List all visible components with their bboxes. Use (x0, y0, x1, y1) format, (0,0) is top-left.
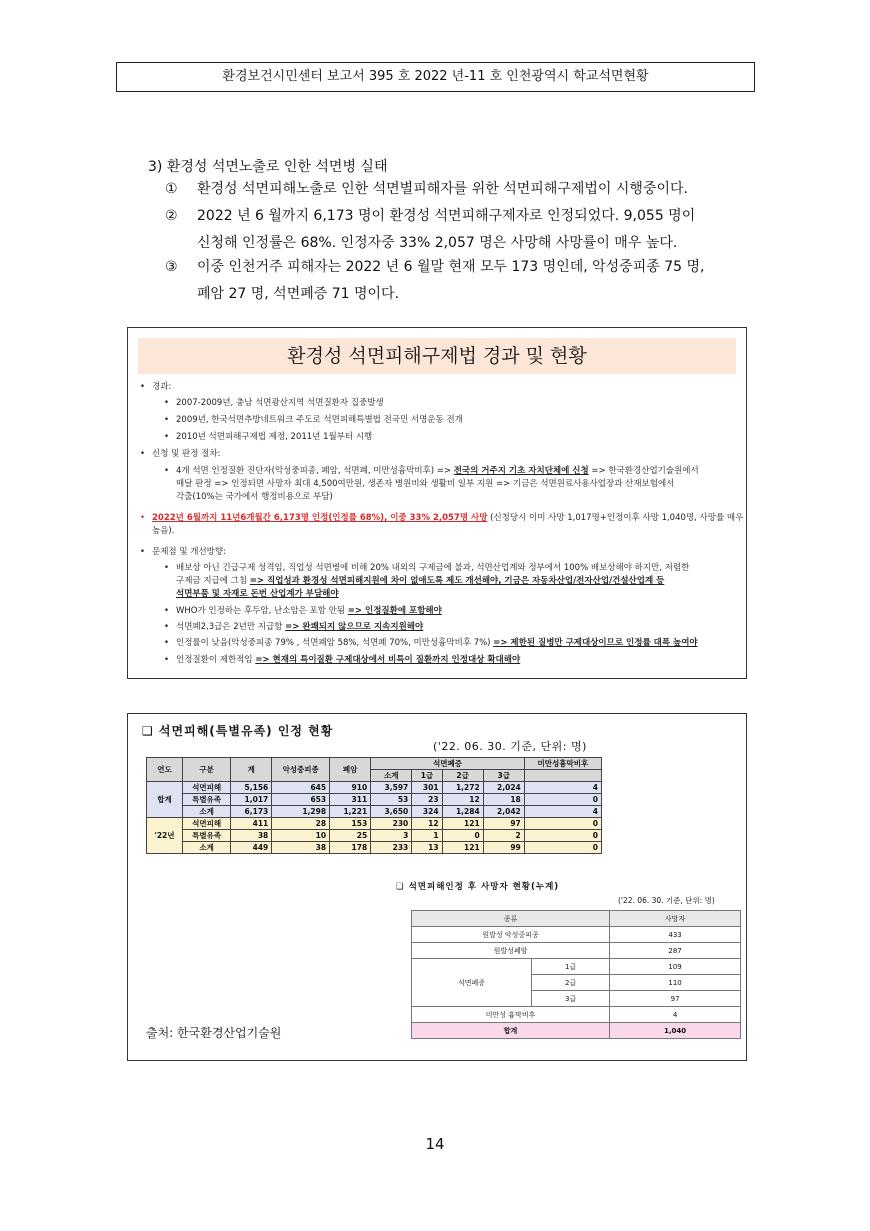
col-header: 2급 (442, 770, 483, 782)
item-number: ③ (165, 259, 178, 275)
deaths-table (411, 910, 741, 1039)
col-header: 3급 (483, 770, 524, 782)
sub-bullet-cont: 각출(10%는 국가에서 행정비용으로 부담) (176, 492, 333, 502)
table2-title: ❑ 석면피해인정 후 사망자 현황(누계) (396, 882, 560, 892)
table-row: 소계 449 38 178 233 13 121 99 0 (147, 842, 602, 854)
sub-bullet: • WHO가 인정하는 후두암, 난소암은 포함 안됨 => 인정질환에 포함해야 (164, 606, 442, 616)
table-row: 합계 석면피해 5,156 645 910 3,597 301 1,272 2,024 4 (147, 782, 602, 794)
sub-bullet: • 4개 석면 인정질환 진단자(악성중피종, 폐암, 석면폐, 미만성흉막비후) => 전국의 거주지 기초 자치단체에 신청 => 한국환경산업기술원에서 (164, 466, 699, 476)
table-row: '22년 석면피해 411 28 153 230 12 121 97 0 (147, 818, 602, 830)
bullet-status: • 2022년 6월까지 11년6개월간 6,173명 인정(인정률 68%), 이중 33% 2,057명 사망 (신청당시 이미 사망 1,017명+인정이후 사망 1,040명, 사망률 매우 (140, 513, 744, 523)
col-header: 미만성흉막비후 (524, 758, 601, 770)
report-header: 환경보건시민센터 보고서 395 호 2022 년-11 호 인천광역시 학교석면현황 (116, 62, 755, 92)
sub-bullet: • 인정질환이 제한적임 => 현재의 특이질환 구제대상에서 비특이 질환까지 인정대상 확대해야 (164, 655, 521, 665)
table-row: 2급 110 (412, 975, 741, 991)
table1-note: ('22. 06. 30. 기준, 단위: 명) (433, 740, 587, 753)
list-item: ② 2022 년 6 월까지 6,173 명이 환경성 석면피해구제자로 인정되었다. 9,055 명이 신청해 인정률은 68%. 인정자중 33% 2,057 명은 사망해 사망률이 매우 높다. (165, 203, 695, 257)
col-header: 소계 (371, 770, 412, 782)
table-row: 원발성 악성중피종 433 (412, 927, 741, 943)
sub-bullet: • 2009년, 한국석면추방네트워크 주도로 석면피해특별법 전국민 서명운동 전개 (164, 415, 463, 425)
sub-bullet: • 2007-2009년, 충남 석면광산지역 석면질환자 집중발생 (164, 398, 384, 408)
col-header: 계 (231, 758, 272, 782)
table-row: 원발성폐암 287 (412, 943, 741, 959)
page-number: 14 (425, 1135, 445, 1153)
table-row: 3급 97 (412, 991, 741, 1007)
statistics-box (127, 713, 747, 1061)
table2-note: ('22. 06. 30. 기준, 단위: 명) (618, 896, 715, 905)
bullet-procedure: • 신청 및 판정 절차: (140, 449, 221, 459)
col-header: 악성중피종 (272, 758, 330, 782)
table-row: 석면폐증 1급 109 (412, 959, 741, 975)
col-header: 석면폐증 (371, 758, 525, 770)
col-header: 연도 (147, 758, 183, 782)
sub-bullet: • 석면폐2,3급은 2년만 지급함 => 완쾌되지 않으므로 지속지원해야 (164, 622, 424, 632)
bullet-issues: • 문제점 및 개선방향: (140, 547, 226, 557)
recognition-table (146, 757, 602, 854)
table-row: 소계 6,173 1,298 1,221 3,650 324 1,284 2,042 4 (147, 806, 602, 818)
col-header: 구분 (183, 758, 231, 782)
item-number: ② (165, 208, 178, 224)
law-summary-box (127, 327, 747, 679)
bullet-status-cont: 높음). (152, 526, 175, 536)
table-row: 특별유족 1,017 653 311 53 23 12 18 0 (147, 794, 602, 806)
section-title: 3) 환경성 석면노출로 인한 석면병 실태 (148, 159, 388, 175)
sub-bullet-cont: 구제금 지급에 그침 => 직업성과 환경성 석면피해지원에 차이 없애도록 제도 개선해야, 기금은 자동차산업/전자산업/건설산업계 등 (176, 576, 665, 586)
sub-bullet: • 2010년 석면피해구제법 제정, 2011년 1월부터 시행 (164, 432, 373, 442)
table-row: 종류 사망자 (412, 911, 741, 927)
col-header: 폐암 (330, 758, 371, 782)
item-number: ① (165, 181, 178, 197)
sub-bullet-cont: 석면부품 및 자재로 돈번 산업계가 부담해야 (176, 589, 339, 599)
sub-bullet: • 인정률이 낮음(악성중피종 79% , 석면폐암 58%, 석면폐 70%, 미만성흉막비후 7%) => 제한된 질병만 구제대상이므로 인정률 대폭 높여야 (164, 638, 698, 648)
col-header: 1급 (412, 770, 442, 782)
list-item: ③ 이중 인천거주 피해자는 2022 년 6 월말 현재 모두 173 명인데, 악성중피종 75 명, 폐암 27 명, 석면폐증 71 명이다. (165, 254, 704, 308)
table-row: 특별유족 38 10 25 3 1 0 2 0 (147, 830, 602, 842)
list-item: ① 환경성 석면피해노출로 인한 석면별피해자를 위한 석면피해구제법이 시행중이다. (165, 176, 688, 203)
sub-bullet-cont: 매달 판정 => 인정되면 사망자 최대 4,500여만원, 생존자 병원비와 생활비 일부 지원 => 기금은 석면원료사용사업장과 산재보험에서 (176, 479, 675, 489)
box-title: 환경성 석면피해구제법 경과 및 현황 (138, 338, 736, 374)
source-caption: 출처: 한국환경산업기술원 (146, 1026, 282, 1040)
sub-bullet: • 배보상 아닌 긴급구제 성격임, 직업성 석면병에 비해 20% 내외의 구제금에 불과, 석면산업계와 정부에서 100% 배보상해야 하지만, 저렴한 (164, 563, 690, 573)
bullet-history: • 경과: (140, 382, 172, 392)
table1-title: ❑ 석면피해(특별유족) 인정 현황 (142, 724, 334, 738)
table-row: 미만성 흉막비후 4 (412, 1007, 741, 1023)
table-row: 합계 1,040 (412, 1023, 741, 1039)
